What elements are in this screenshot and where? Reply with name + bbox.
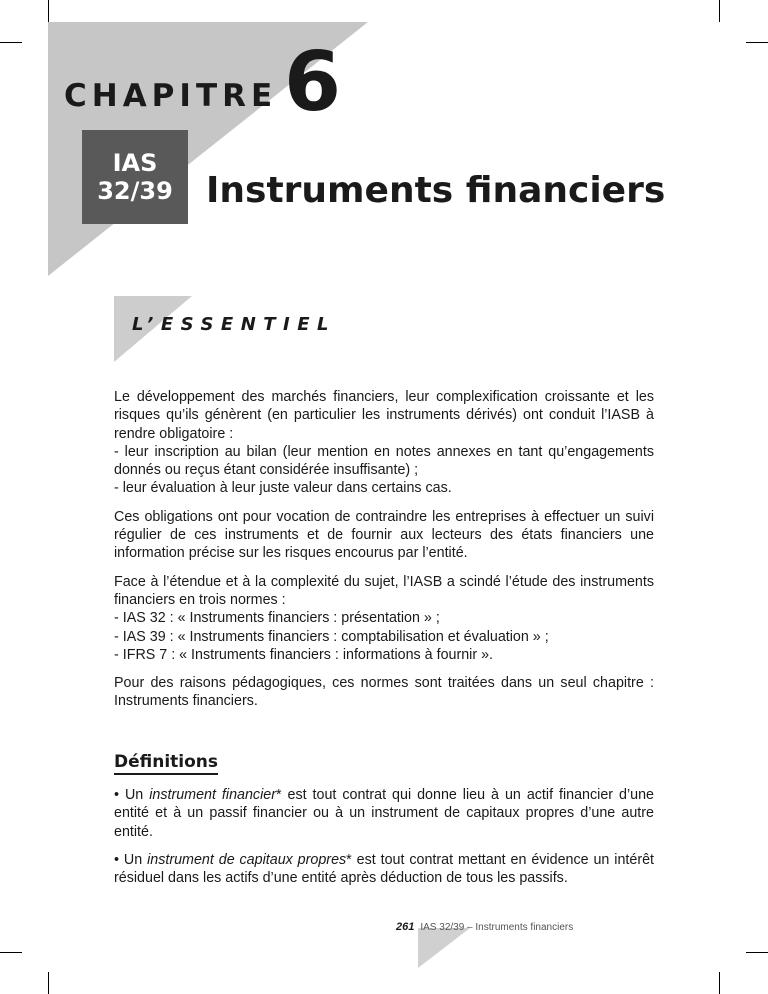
crop-mark	[719, 972, 720, 994]
list-item: - IFRS 7 : « Instruments financiers : informations à fournir ».	[114, 646, 494, 663]
footer-triangle-decoration	[418, 928, 470, 968]
defined-term: instrument financier	[149, 787, 276, 803]
definition-1	[114, 786, 654, 841]
bullet-prefix: • Un	[114, 851, 148, 868]
crop-mark	[48, 972, 49, 994]
norm-badge-line2: 32/39	[97, 177, 173, 205]
crop-mark	[746, 952, 768, 953]
paragraph-text: Face à l’étendue et à la complexité du sujet, l’IASB a scindé l’étude des instruments financiers en trois normes :	[114, 573, 654, 608]
definitions-heading: Définitions	[114, 752, 218, 775]
chapter-number: 6	[284, 35, 342, 130]
intro-paragraph-1	[114, 388, 654, 498]
crop-mark	[0, 42, 22, 43]
norm-badge-line1: IAS	[112, 149, 158, 177]
defined-term: instrument de capitaux propres	[147, 851, 347, 868]
list-item: - leur inscription au bilan (leur mention en notes annexes en tant qu’engagements donnés ou reçus étant considérée insuffisante) ;	[114, 443, 654, 479]
definition-body: * est tout contrat mettant en évidence un intérêt résiduel dans les actifs d’une entité après déduction de tous les passifs.	[114, 851, 655, 887]
intro-paragraph-3	[114, 573, 654, 664]
crop-mark	[719, 0, 720, 22]
list-item: - leur évaluation à leur juste valeur dans certains cas.	[114, 480, 452, 497]
essentiel-heading: L’ESSENTIEL	[132, 314, 337, 335]
chapter-title: Instruments financiers	[206, 170, 666, 211]
list-item: - IAS 39 : « Instruments financiers : comptabilisation et évaluation » ;	[114, 628, 549, 645]
crop-mark	[0, 952, 22, 953]
definitions-text	[114, 786, 654, 897]
bullet-prefix: • Un	[114, 787, 150, 803]
paragraph-text: Le développement des marchés financiers, leur complexification croissante et les risques qu’ils génèrent (en particulier les instruments dérivés) ont conduit l’IASB à rendre obligatoire :	[114, 389, 654, 442]
running-title: IAS 32/39 – Instruments financiers	[420, 922, 574, 933]
chapter-label: CHAPITRE	[64, 78, 278, 114]
definition-2	[114, 851, 654, 888]
intro-paragraph-2: Ces obligations ont pour vocation de contraindre les entreprises à effectuer un suivi régulier de ces instruments et de fournir aux lecteurs des états financiers une information précise sur les risques encourus par l’entité.	[114, 508, 654, 562]
page-footer	[396, 921, 573, 933]
list-item: - IAS 32 : « Instruments financiers : présentation » ;	[114, 610, 440, 627]
crop-mark	[746, 42, 768, 43]
intro-paragraph-4: Pour des raisons pédagogiques, ces normes sont traitées dans un seul chapitre : Instruments financiers.	[114, 675, 654, 710]
norm-badge	[82, 130, 188, 224]
crop-mark	[48, 0, 49, 22]
intro-text	[114, 388, 654, 721]
page-number: 261	[396, 921, 415, 933]
definition-body: * est tout contrat qui donne lieu à un actif financier d’une entité et à un passif financier ou à un instrument de capitaux propres d’une autre entité.	[114, 787, 654, 840]
